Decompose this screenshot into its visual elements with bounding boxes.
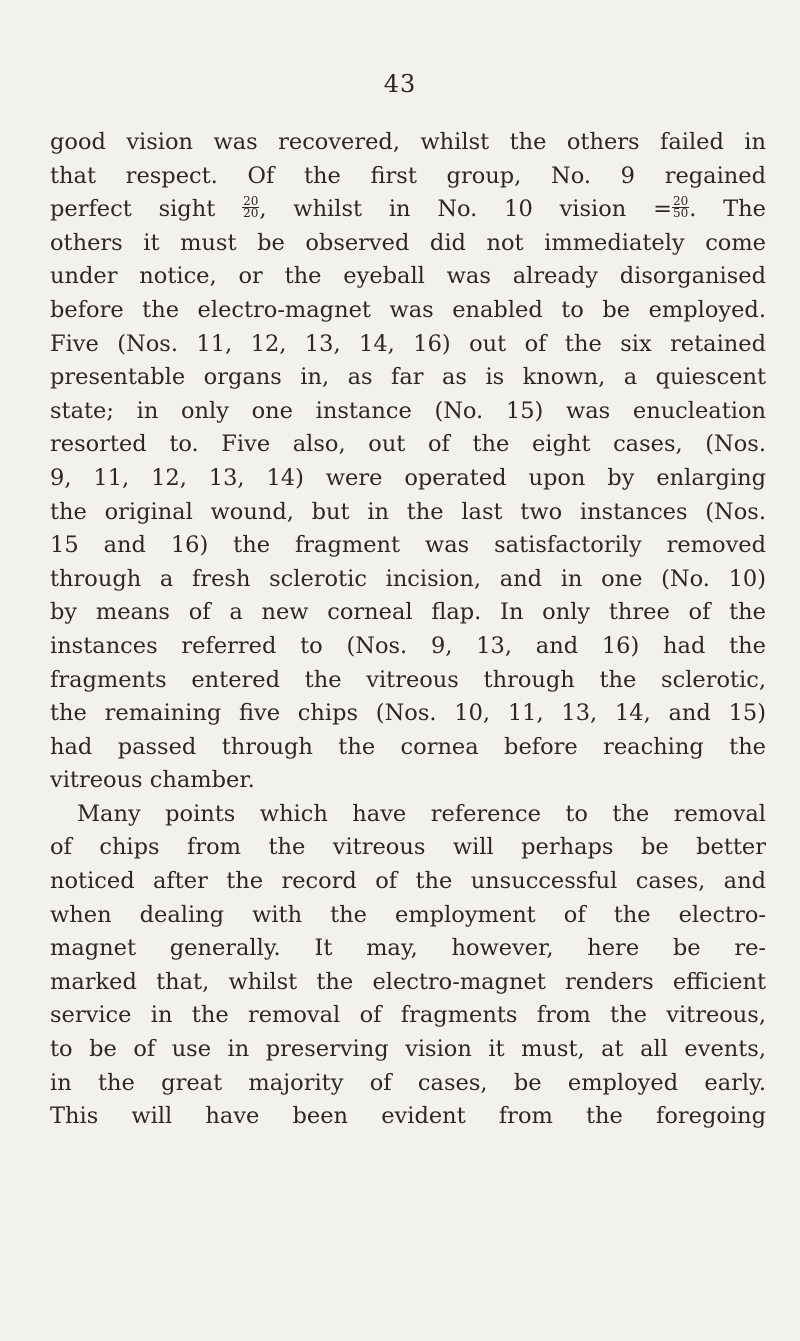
- fraction-denominator: 50: [672, 205, 689, 220]
- text-line: marked that, whilst the electro-magnet renders efficient: [50, 968, 766, 995]
- fraction-numerator: 20: [672, 193, 689, 208]
- text-line: fragments entered the vitreous through the sclerotic,: [50, 666, 766, 693]
- text-line: resorted to. Five also, out of the eight cases, (Nos.: [50, 431, 766, 458]
- fraction: [672, 193, 689, 220]
- text-line: before the electro-magnet was enabled to be employed.: [50, 296, 766, 323]
- text-line: that respect. Of the first group, No. 9 regained: [50, 162, 766, 189]
- text-line: presentable organs in, as far as is known, a quiescent: [50, 364, 766, 391]
- text-line: service in the removal of fragments from the vitreous,: [50, 1002, 766, 1029]
- text-segment: , whilst in No. 10 vision =: [259, 196, 672, 223]
- text-line: others it must be observed did not immediately come: [50, 229, 766, 256]
- text-segment: . The: [689, 196, 766, 223]
- text-line: state; in only one instance (No. 15) was enucleation: [50, 397, 766, 424]
- text-line: Five (Nos. 11, 12, 13, 14, 16) out of the six retained: [50, 330, 766, 357]
- text-line: instances referred to (Nos. 9, 13, and 16) had the: [50, 632, 766, 659]
- text-line-with-fractions: [50, 193, 766, 227]
- text-line: of chips from the vitreous will perhaps be better: [50, 834, 766, 861]
- text-line: vitreous chamber.: [50, 767, 255, 794]
- text-line: the remaining five chips (Nos. 10, 11, 13, 14, and 15): [50, 700, 766, 727]
- fraction-denominator: 20: [243, 205, 259, 220]
- paragraph-start-line: Many points which have reference to the removal: [77, 800, 766, 827]
- text-line: magnet generally. It may, however, here be re-: [50, 935, 766, 962]
- fraction-numerator: 20: [243, 193, 259, 208]
- text-line: by means of a new corneal flap. In only three of the: [50, 599, 766, 626]
- text-segment: perfect sight: [50, 196, 243, 223]
- text-line: in the great majority of cases, be employed early.: [50, 1069, 766, 1096]
- text-line: 15 and 16) the fragment was satisfactorily removed: [50, 532, 766, 559]
- text-line: when dealing with the employment of the electro-: [50, 901, 766, 928]
- text-line: through a fresh sclerotic incision, and in one (No. 10): [50, 565, 766, 592]
- text-line: the original wound, but in the last two instances (Nos.: [50, 498, 766, 525]
- text-line: 9, 11, 12, 13, 14) were operated upon by enlarging: [50, 464, 766, 491]
- body-text: [50, 126, 766, 1134]
- text-line: noticed after the record of the unsuccessful cases, and: [50, 868, 766, 895]
- text-line: good vision was recovered, whilst the others failed in: [50, 129, 766, 155]
- fraction: [242, 193, 259, 220]
- page-number: 43: [383, 70, 417, 98]
- text-line: This will have been evident from the foregoing: [50, 1103, 766, 1130]
- text-line: had passed through the cornea before reaching the: [50, 733, 766, 760]
- text-line: under notice, or the eyeball was already disorganised: [50, 263, 766, 290]
- text-line: to be of use in preserving vision it must, at all events,: [50, 1036, 766, 1063]
